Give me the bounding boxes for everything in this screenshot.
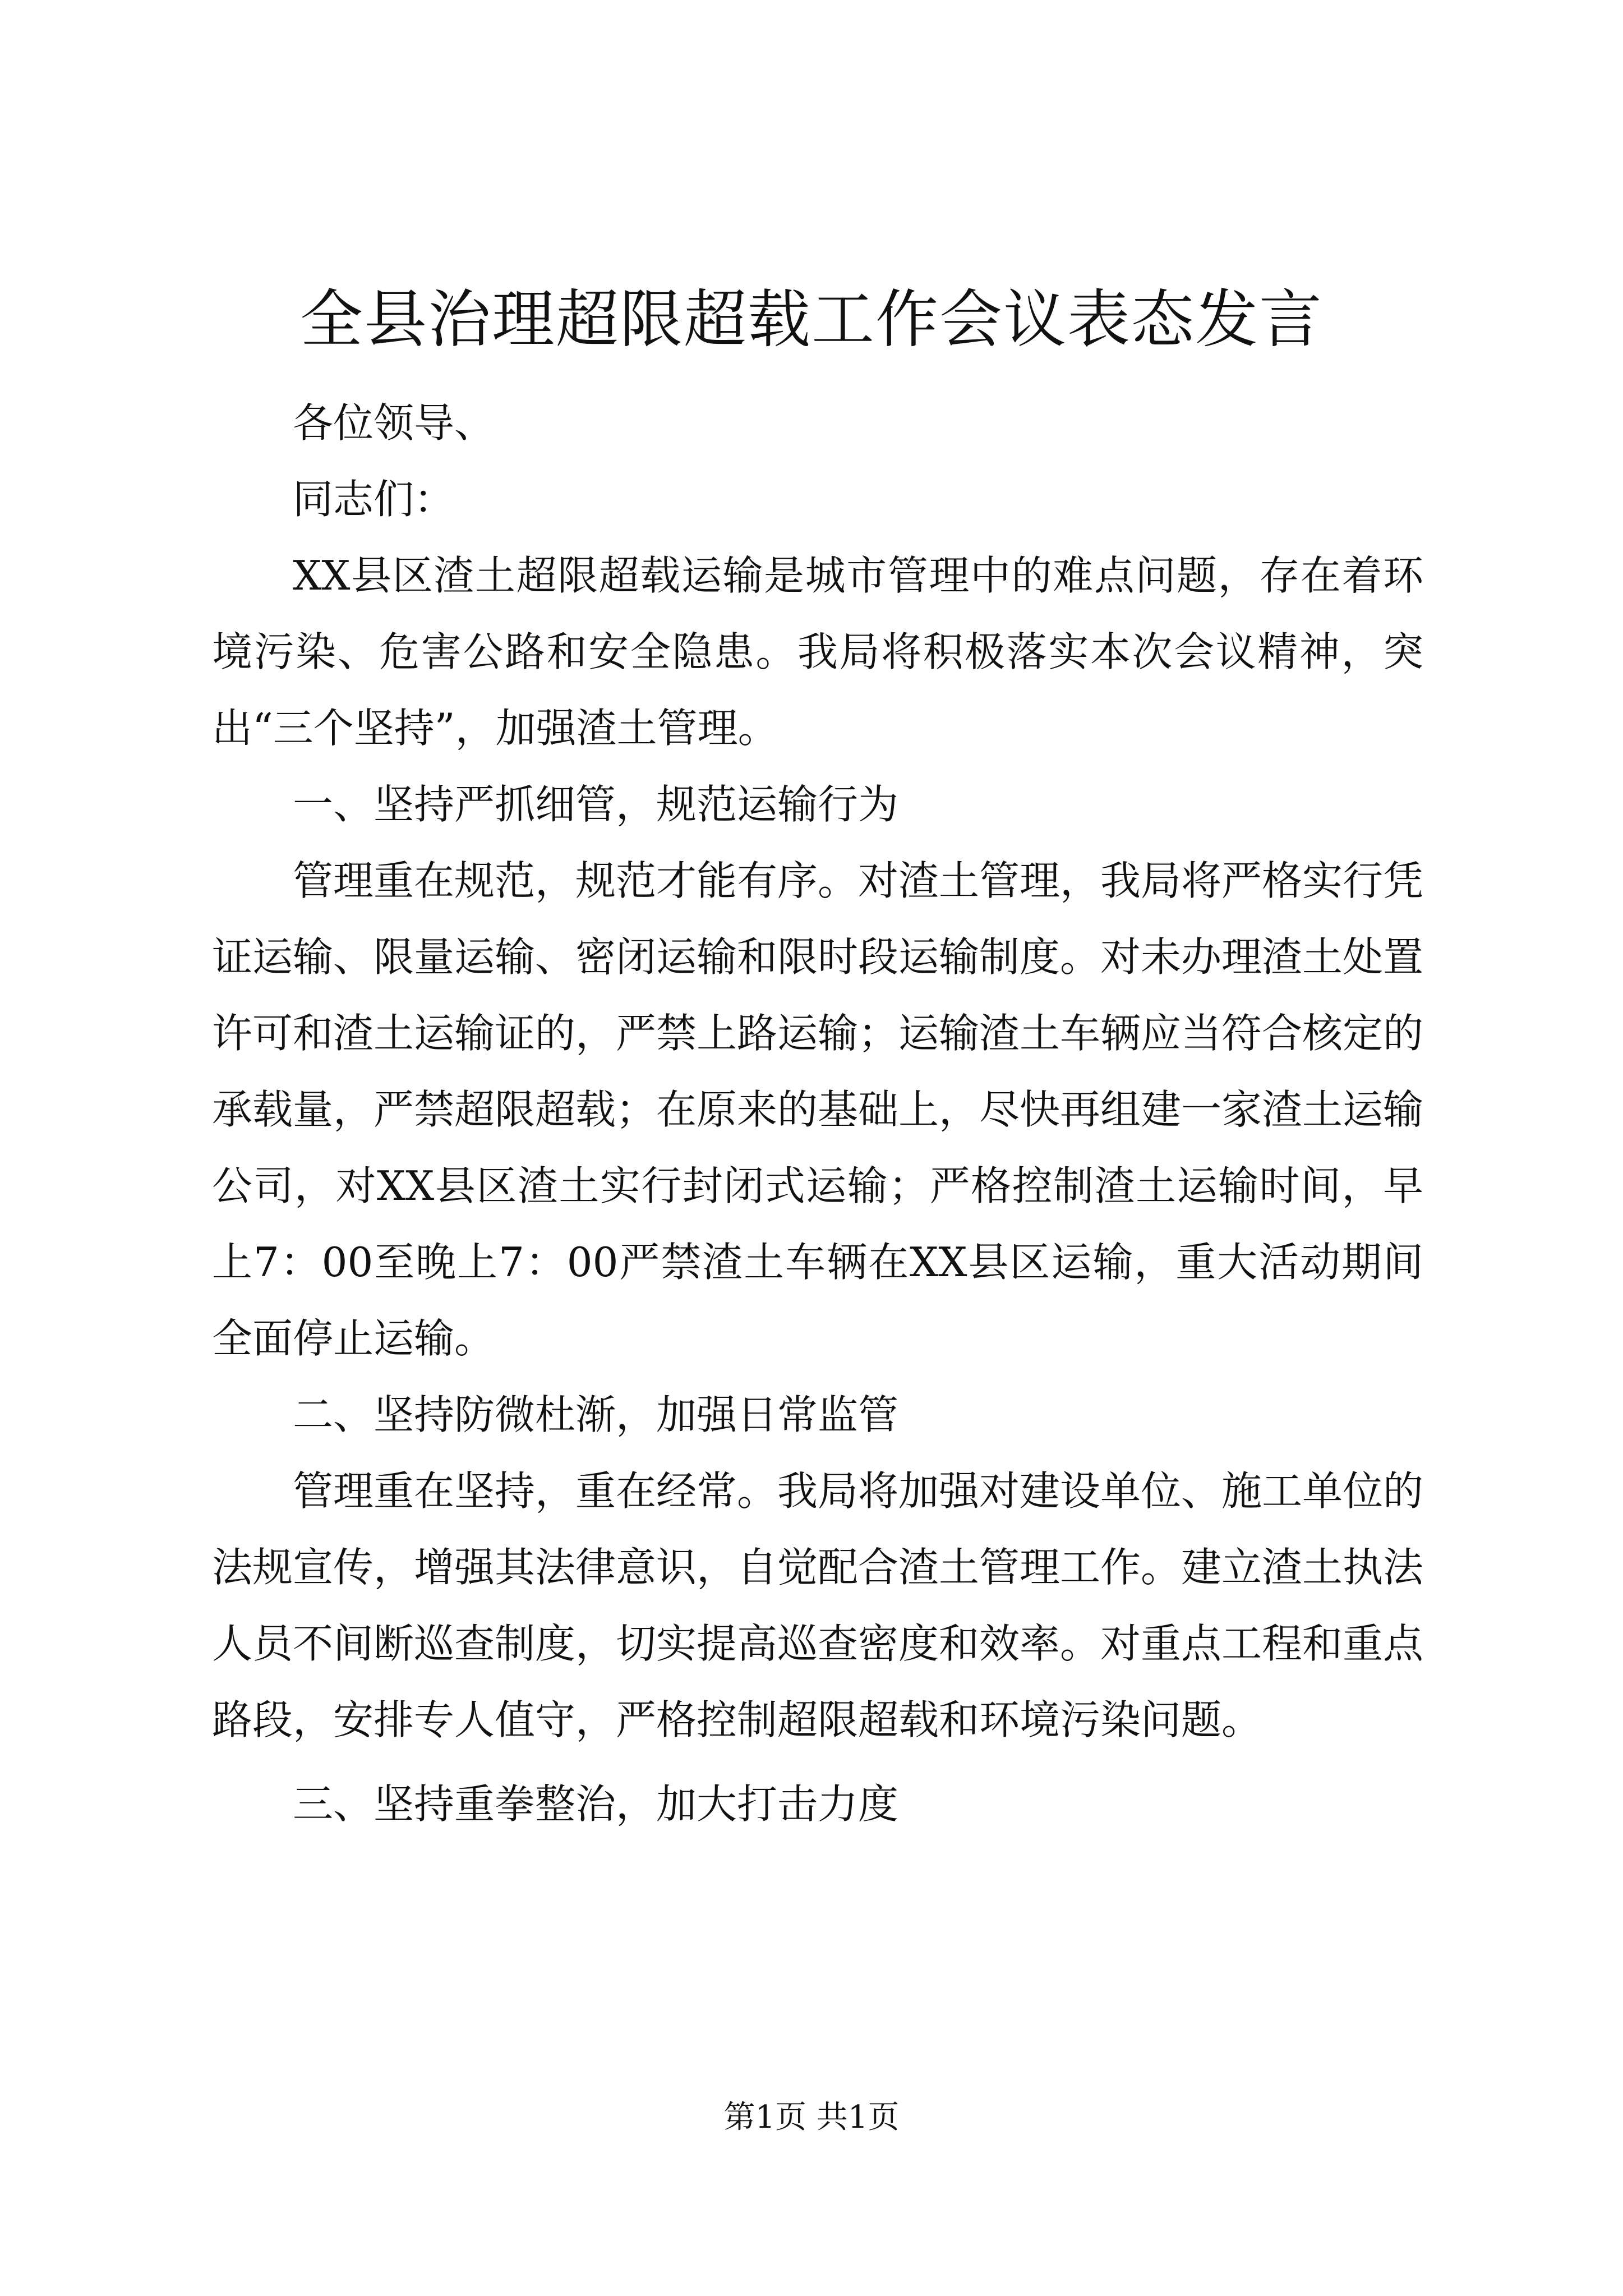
salutation-comrades: 同志们：: [293, 476, 455, 523]
section-1-paragraph: 管理重在规范，规范才能有序。对渣土管理，我局将严格实行凭证运输、限量运输、密闭运输和限时段运输制度。对未办理渣土处置许可和渣土运输证的，严禁上路运输；运输渣土车辆应当符合核定的承载量，严禁超限超载；在原来的基础上，尽快再组建一家渣土运输公司，对XX县区渣土实行封闭式运输；严格控制渣土运输时间，早上7：00至晚上7：00严禁渣土车辆在XX县区运输，重大活动期间全面停止运输。: [212, 857, 1424, 1362]
section-heading-3: 三、坚持重拳整治，加大打击力度: [293, 1780, 899, 1828]
intro-paragraph: XX县区渣土超限超载运输是城市管理中的难点问题，存在着环境污染、危害公路和安全隐患。我局将积极落实本次会议精神，突出“三个坚持”，加强渣土管理。: [212, 552, 1423, 752]
section-heading-2: 二、坚持防微杜渐，加强日常监管: [293, 1391, 899, 1438]
section-heading-1: 一、坚持严抓细管，规范运输行为: [293, 781, 899, 828]
salutation-leaders: 各位领导、: [293, 399, 495, 447]
page-footer: 第1页 共1页: [723, 2099, 900, 2136]
section-2-paragraph: 管理重在坚持，重在经常。我局将加强对建设单位、施工单位的法规宣传，增强其法律意识，自觉配合渣土管理工作。建立渣土执法人员不间断巡查制度，切实提高巡查密度和效率。对重点工程和重点路段，安排专人值守，严格控制超限超载和环境污染问题。: [212, 1467, 1424, 1743]
document-title: 全县治理超限超载工作会议表态发言: [300, 283, 1323, 356]
document-body: [212, 385, 1423, 1842]
